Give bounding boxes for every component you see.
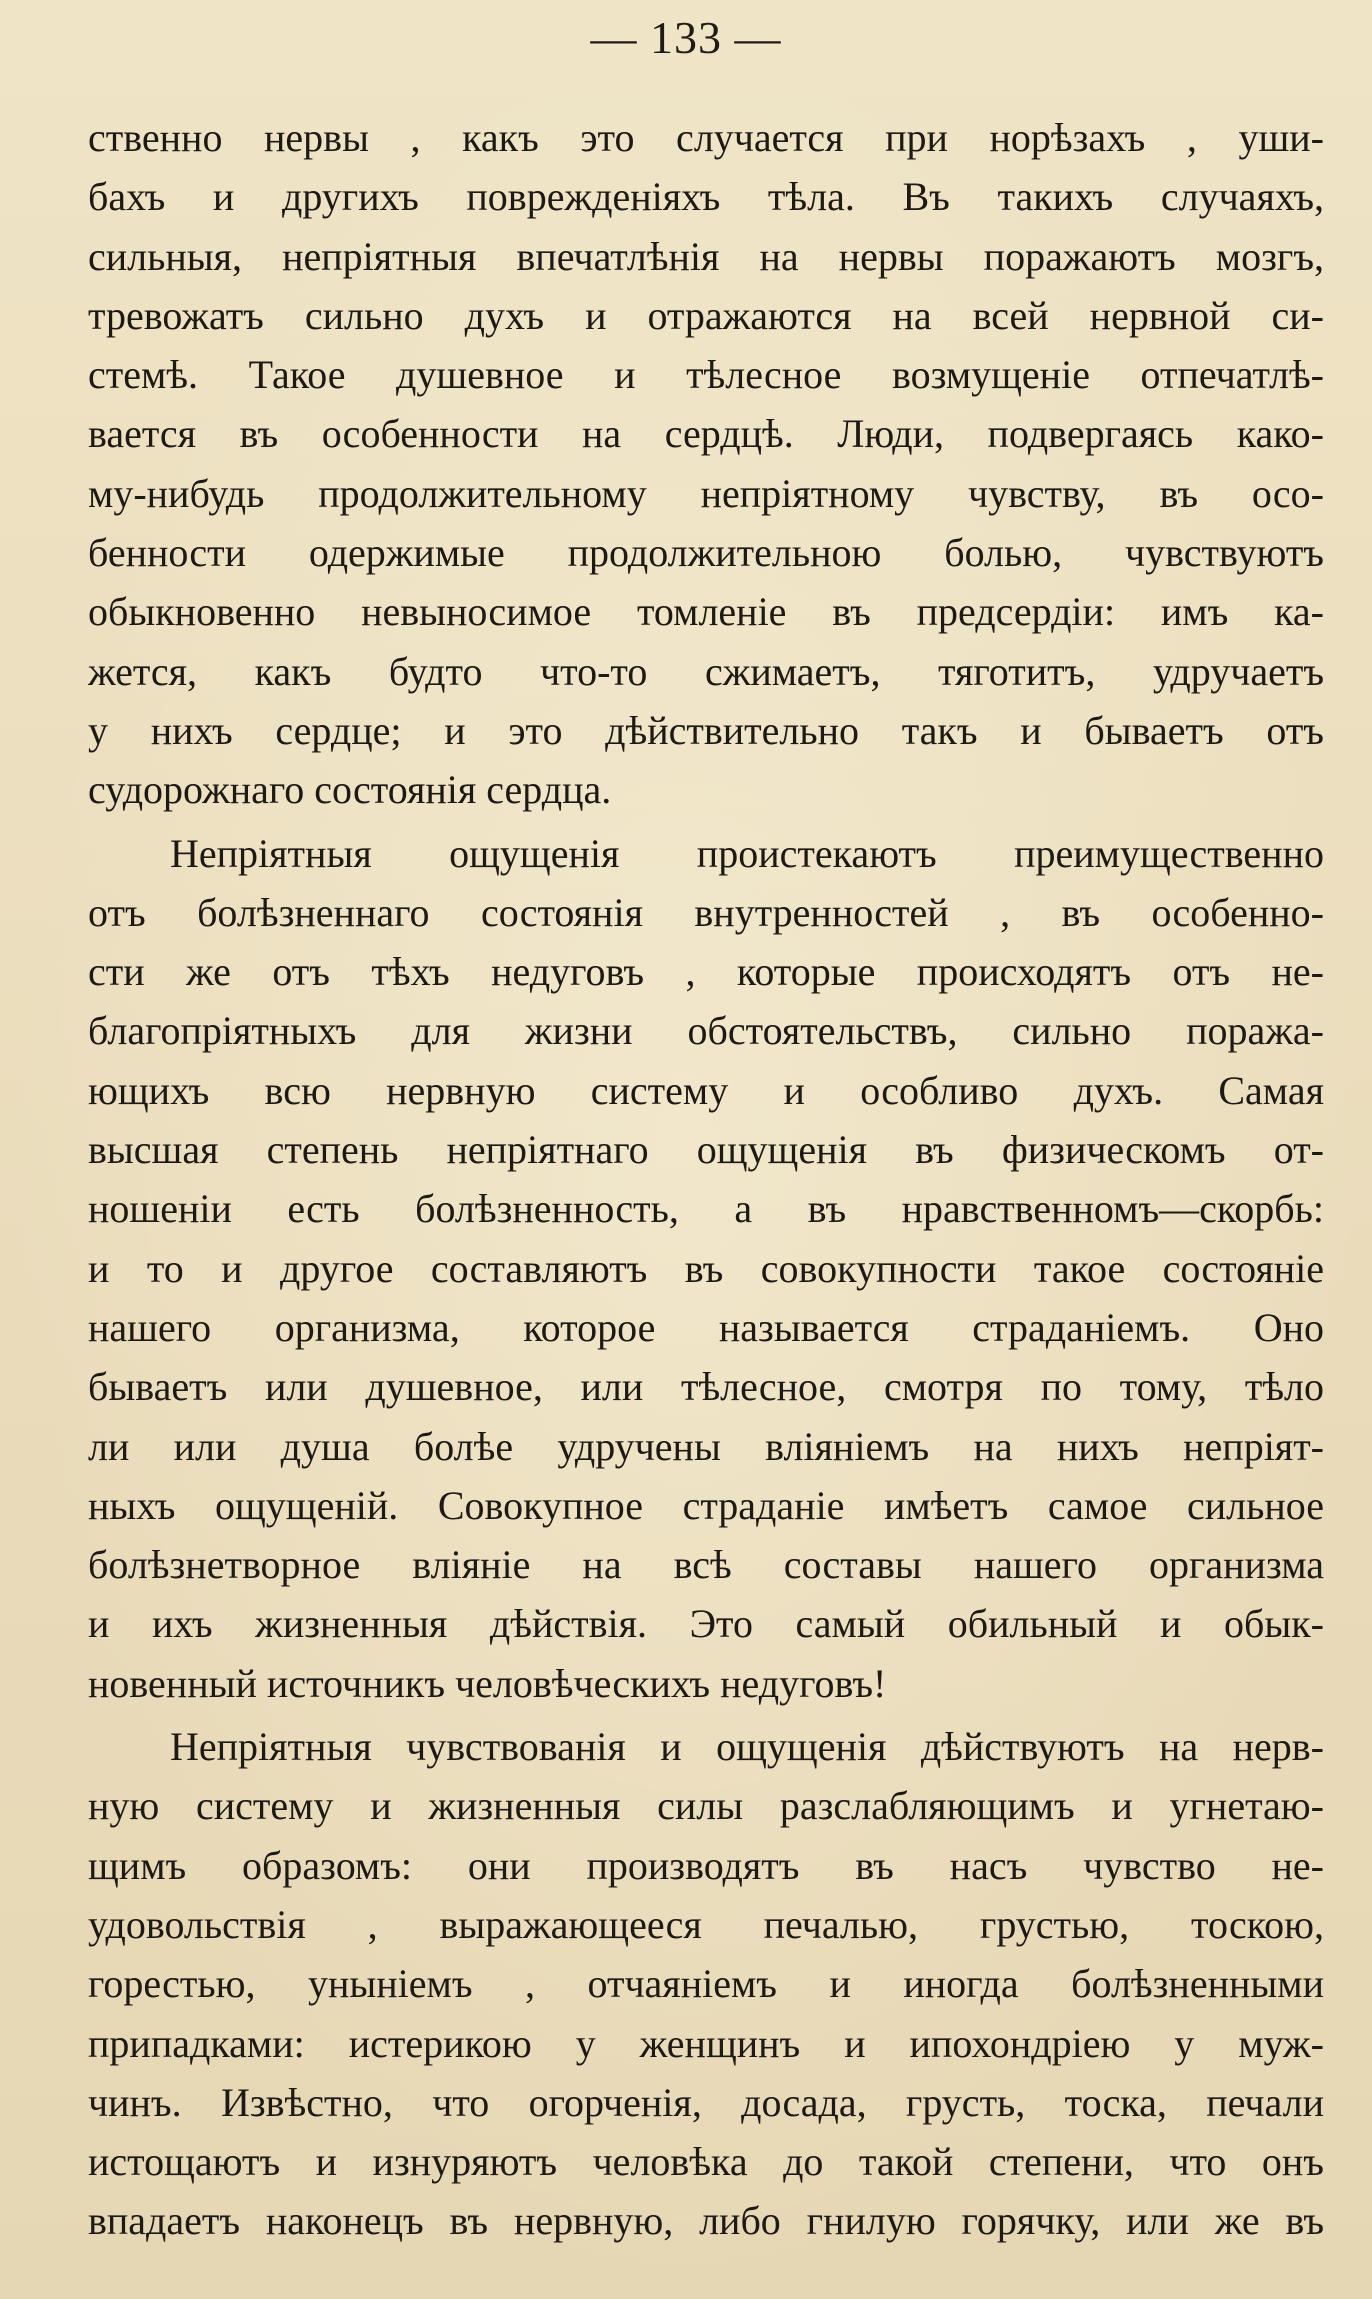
text-line: ныхъ ощущеній. Совокупное страданіе имѣетъ самое сильное: [88, 1482, 1324, 1528]
text-line: отъ болѣзненнаго состоянія внутренностей , въ особенно-: [88, 889, 1324, 935]
text-line: судорожнаго состоянія сердца.: [88, 767, 612, 813]
text-line: бываетъ или душевное, или тѣлесное, смотря по тому, тѣло: [88, 1364, 1324, 1410]
text-line: вается въ особенности на сердцѣ. Люди, подвергаясь како-: [88, 411, 1324, 457]
text-line: жется, какъ будто что-то сжимаетъ, тяготитъ, удручаетъ: [88, 648, 1324, 694]
text-line: высшая степень непріятнаго ощущенія въ физическомъ от-: [88, 1127, 1324, 1173]
text-line: ную систему и жизненныя силы разслабляющимъ и угнетаю-: [88, 1783, 1324, 1829]
text-line: горестью, уныніемъ , отчаяніемъ и иногда болѣзненными: [88, 1961, 1324, 2007]
text-line: сти же отъ тѣхъ недуговъ , которые происходятъ отъ не-: [88, 949, 1324, 995]
text-line: щимъ образомъ: они производятъ въ насъ чувство не-: [88, 1842, 1324, 1888]
text-line: Непріятныя чувствованія и ощущенія дѣйствуютъ на нерв-: [170, 1724, 1324, 1770]
text-line: Непріятныя ощущенія проистекаютъ преимущественно: [170, 830, 1324, 876]
text-line: ношеніи есть болѣзненность, а въ нравственномъ—скорбь:: [88, 1186, 1324, 1232]
text-line: бахъ и другихъ поврежденіяхъ тѣла. Въ такихъ случаяхъ,: [88, 174, 1324, 220]
text-line: и ихъ жизненныя дѣйствія. Это самый обильный и обык-: [88, 1601, 1324, 1647]
text-line: у нихъ сердце; и это дѣйствительно такъ и бываетъ отъ: [88, 707, 1324, 753]
text-line: и то и другое составляютъ въ совокупности такое состояніе: [88, 1245, 1324, 1291]
text-line: удовольствія , выражающееся печалью, грустью, тоскою,: [88, 1901, 1324, 1947]
text-line: впадаетъ наконецъ въ нервную, либо гнилую горячку, или же въ: [88, 2198, 1324, 2244]
text-line: нашего организма, которое называется страданіемъ. Оно: [88, 1304, 1324, 1350]
text-line: новенный источникъ человѣческихъ недуговъ!: [88, 1660, 887, 1706]
text-line: ли или душа болѣе удручены вліяніемъ на нихъ непріят-: [88, 1423, 1324, 1469]
text-line: му-нибудь продолжительному непріятному чувству, въ осо-: [88, 470, 1324, 516]
body-text: [88, 108, 1324, 2251]
text-line: тревожатъ сильно духъ и отражаются на всей нервной си-: [88, 292, 1324, 338]
text-line: истощаютъ и изнуряютъ человѣка до такой степени, что онъ: [88, 2139, 1324, 2185]
page-number: — 133 —: [590, 12, 782, 63]
text-line: бенности одержимые продолжительною болью, чувствуютъ: [88, 530, 1324, 576]
text-line: припадками: истерикою у женщинъ и ипохондріею у муж-: [88, 2020, 1324, 2066]
text-line: обыкновенно невыносимое томленіе въ предсердіи: имъ ка-: [88, 589, 1324, 635]
text-line: ющихъ всю нервную систему и особливо духъ. Самая: [88, 1067, 1324, 1113]
text-line: стемѣ. Такое душевное и тѣлесное возмущеніе отпечатлѣ-: [88, 352, 1324, 398]
text-line: болѣзнетворное вліяніе на всѣ составы нашего организма: [88, 1542, 1324, 1588]
text-line: сильныя, непріятныя впечатлѣнія на нервы поражаютъ мозгъ,: [88, 233, 1324, 279]
text-line: чинъ. Извѣстно, что огорченія, досада, грусть, тоска, печали: [88, 2079, 1324, 2125]
text-line: ственно нервы , какъ это случается при норѣзахъ , уши-: [88, 115, 1324, 160]
text-line: благопріятныхъ для жизни обстоятельствъ, сильно поража-: [88, 1008, 1324, 1054]
